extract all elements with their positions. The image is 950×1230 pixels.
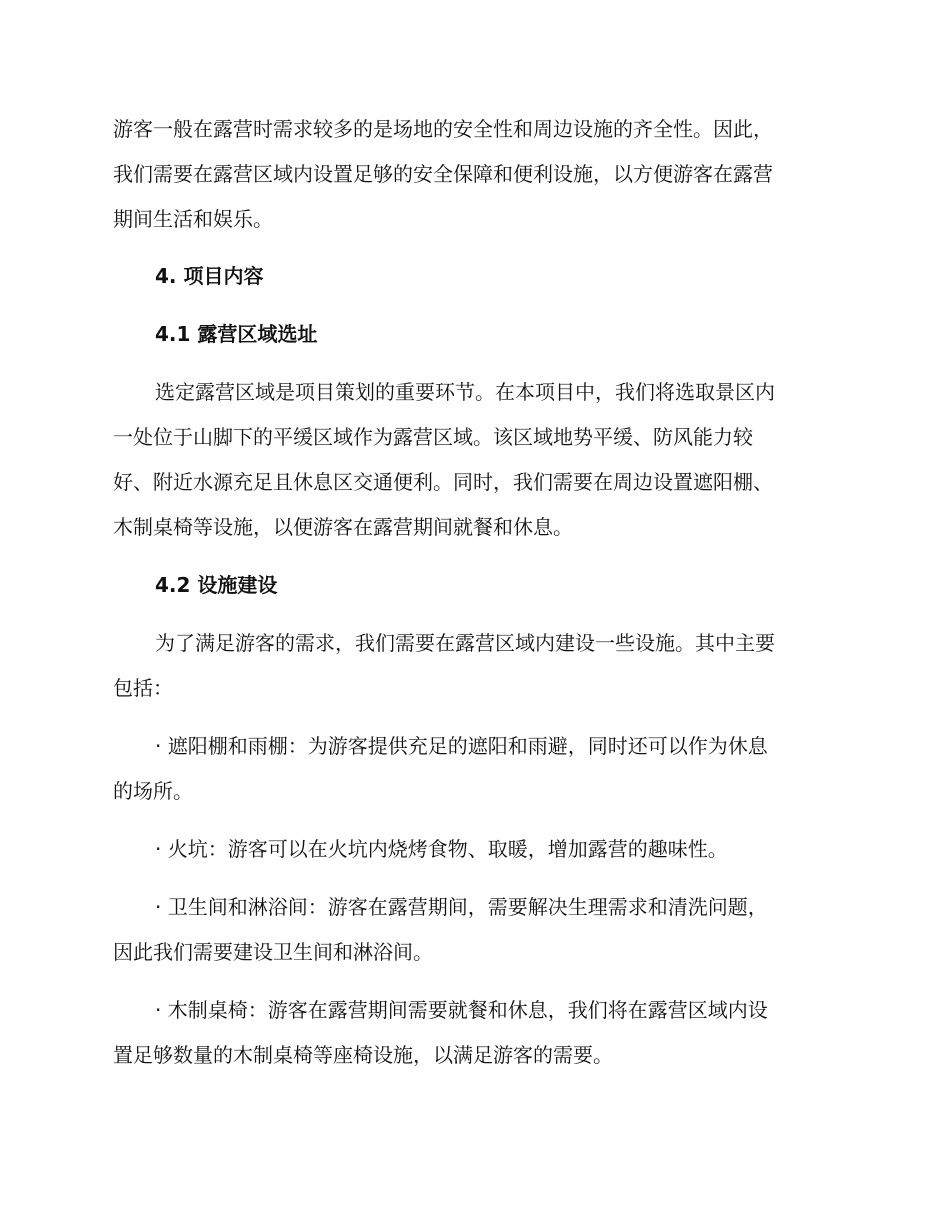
bullet-item-restroom-line-1: · 卫生间和淋浴间：游客在露营期间，需要解决生理需求和清洗问题， [155,895,768,919]
bullet-item-furniture-line-2: 置足够数量的木制桌椅等座椅设施，以满足游客的需要。 [113,1043,613,1067]
section-4-2-intro-line-1: 为了满足游客的需求，我们需要在露营区域内建设一些设施。其中主要 [155,631,775,655]
intro-line-1: 游客一般在露营时需求较多的是场地的安全性和周边设施的齐全性。因此， [113,117,773,141]
bullet-item-restroom-line-2: 因此我们需要建设卫生间和淋浴间。 [113,940,433,964]
bullet-item-furniture-line-1: · 木制桌椅：游客在露营期间需要就餐和休息，我们将在露营区域内设 [155,998,768,1022]
bullet-item-awning-line-1: · 遮阳棚和雨棚：为游客提供充足的遮阳和雨避，同时还可以作为休息 [155,734,768,758]
section-4-1-line-2: 一处位于山脚下的平缓区域作为露营区域。该区域地势平缓、防风能力较 [113,425,753,449]
section-4-1-line-3: 好、附近水源充足且休息区交通便利。同时，我们需要在周边设置遮阳棚、 [113,470,773,494]
section-4-1-line-4: 木制桌椅等设施，以便游客在露营期间就餐和休息。 [113,515,573,539]
section-4-2-intro-line-2: 包括： [113,676,173,700]
section-4-1-heading: 4.1 露营区域选址 [155,322,318,346]
intro-line-2: 我们需要在露营区域内设置足够的安全保障和便利设施，以方便游客在露营 [113,162,773,186]
section-4-2-heading: 4.2 设施建设 [155,573,278,597]
section-4-heading: 4. 项目内容 [155,264,264,288]
bullet-item-firepit-line-1: · 火坑：游客可以在火坑内烧烤食物、取暖，增加露营的趣味性。 [155,837,728,861]
section-4-1-line-1: 选定露营区域是项目策划的重要环节。在本项目中，我们将选取景区内 [155,380,775,404]
intro-line-3: 期间生活和娱乐。 [113,207,273,231]
bullet-item-awning-line-2: 的场所。 [113,779,193,803]
